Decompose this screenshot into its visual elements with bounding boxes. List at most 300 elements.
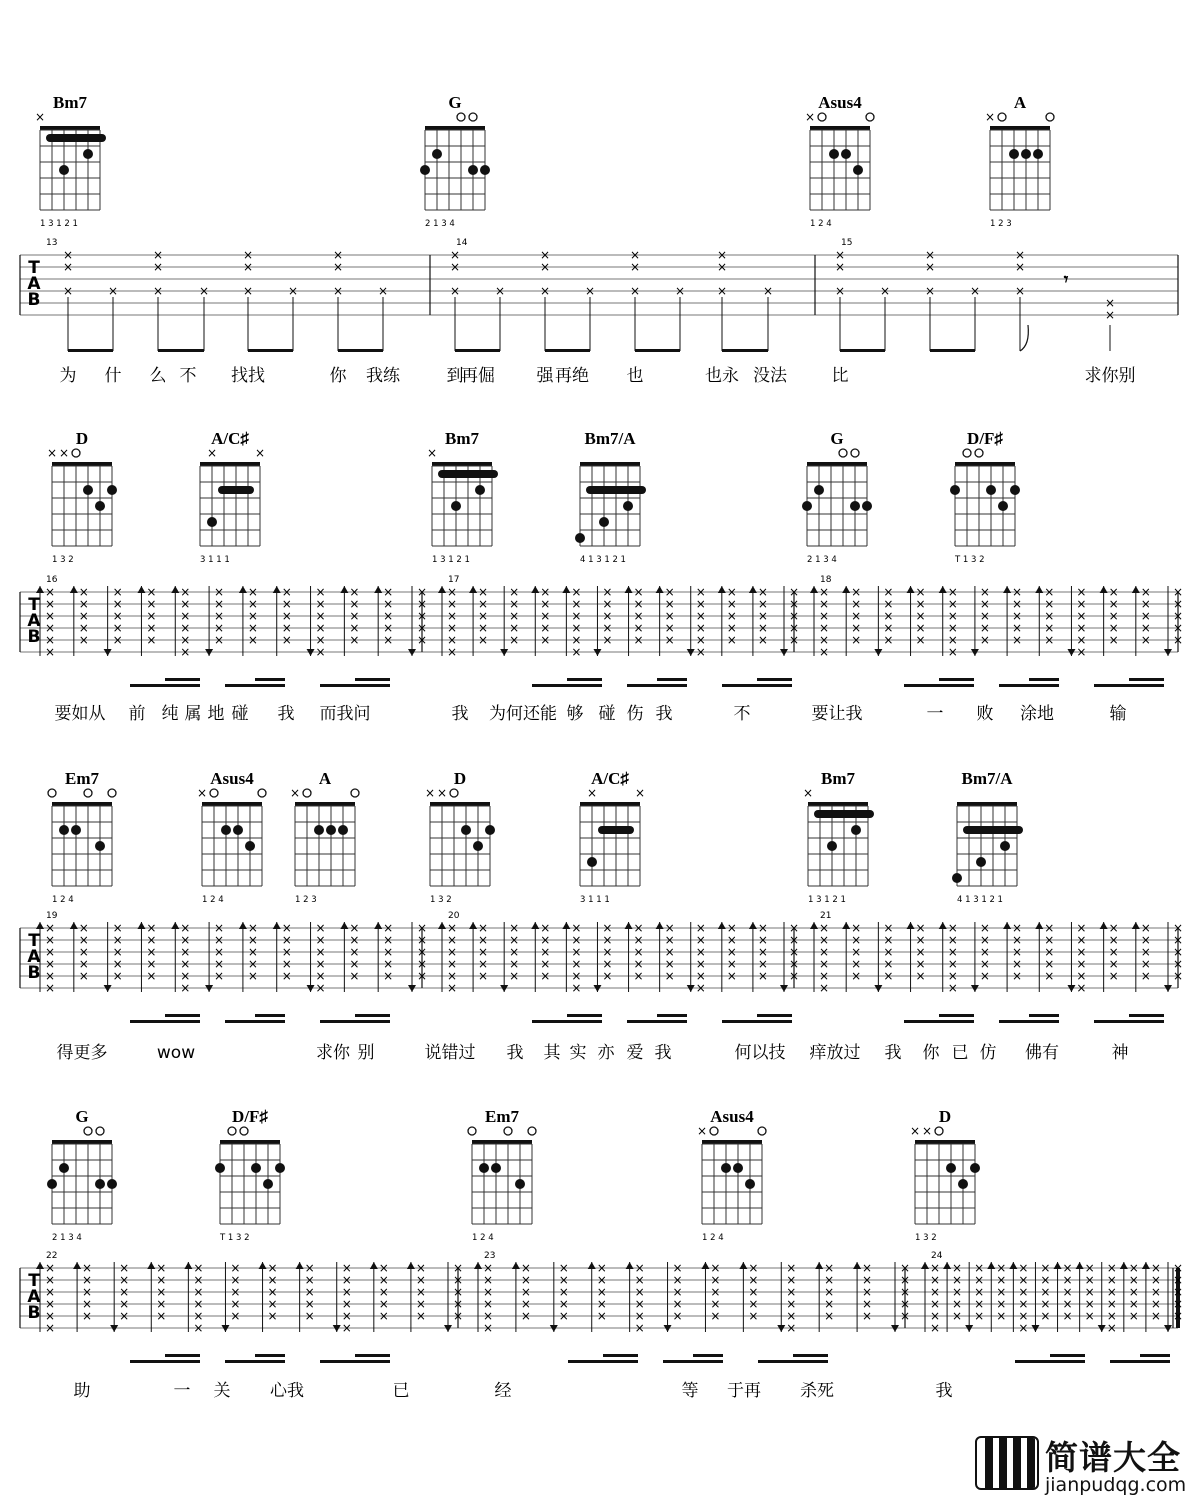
tab-note: × [1172,921,1184,935]
lyric-word: 求你 [316,1043,350,1063]
tab-note: × [1076,945,1087,959]
tab-note: × [757,621,768,635]
arrow-head-up [1054,1262,1062,1269]
tab-note: × [446,609,458,623]
chord-nut [472,1140,532,1144]
beam-secondary [1050,1354,1085,1357]
lyric-word: 求你别 [1084,366,1136,386]
lyric-word: 涂地 [1020,704,1054,724]
barre [963,826,1023,834]
tab-note: × [947,633,958,647]
tab-note: × [947,645,958,659]
tab-note: × [377,284,389,298]
finger-dot [986,485,996,495]
tab-note: × [482,1273,494,1287]
finger-dot [1009,149,1019,159]
finger-dot [432,149,442,159]
chord-fingering: 4 1 3 1 2 1 [580,555,626,565]
tab-note: × [415,1285,426,1299]
beam [1110,1360,1170,1363]
measure-number: 16 [46,575,58,585]
arrow-head-up [438,922,446,929]
tab-note: × [748,1285,759,1299]
tab-note: × [899,1285,911,1299]
tab-note: × [44,1309,56,1323]
beam [158,349,204,352]
tab-note: × [156,1273,167,1287]
beam [225,684,285,687]
tab-note: × [349,621,360,635]
measure-number: 14 [456,238,468,248]
arrow-head-up [70,922,78,929]
tab-note: × [247,633,258,647]
chord-name: Bm7 [53,93,87,112]
tab-note: × [664,921,675,935]
chord-nut [580,802,640,806]
chord-nut [52,462,112,466]
finger-dot [623,501,633,511]
arrow-head-up [340,586,348,593]
tab-note: × [82,1285,93,1299]
tab-note: × [979,597,990,611]
tab-note: × [899,1273,911,1287]
tab-note: × [633,933,644,947]
lyric-word: 关 [213,1381,231,1401]
lyric-word: 我 [655,704,673,724]
tab-note: × [1104,308,1116,322]
open-string-marker [963,449,971,457]
beam [904,684,974,687]
lyric-word: 败 [976,704,994,724]
tab-note: × [952,1273,963,1287]
beam-secondary [355,1354,390,1357]
tab-note: × [633,969,644,983]
tab-note: × [214,621,225,635]
barre [598,826,634,834]
measure-number: 22 [46,1251,58,1261]
beam-secondary [355,678,390,681]
tab-note: × [818,933,830,947]
arrow-head-up [701,1262,709,1269]
tab-note: × [281,609,292,623]
tab-note: × [1140,633,1151,647]
tab-note: × [974,1285,985,1299]
tab-note: × [1150,1309,1161,1323]
tab-note: × [156,1297,167,1311]
beam-secondary [567,1014,602,1017]
finger-dot [1000,841,1010,851]
finger-dot [83,149,93,159]
tab-note: × [757,585,768,599]
tab-note: × [695,585,706,599]
lyric-word: 输 [1109,704,1127,724]
tab-note: × [1172,945,1184,959]
chord-fingering: 1 3 1 2 1 [432,555,470,565]
tab-note: × [446,645,458,659]
finger-dot [420,165,430,175]
tab-note: × [1062,1297,1073,1311]
tab-note: × [1084,1297,1095,1311]
open-string-marker [710,1127,718,1135]
tab-note: × [1012,957,1023,971]
tab-note: × [315,957,326,971]
tab-note: × [851,933,862,947]
tab-note: × [1172,1297,1184,1311]
chord-name: Asus4 [210,769,254,788]
tab-note: × [1140,621,1151,635]
tab-note: × [633,621,644,635]
tab-note: × [349,609,360,623]
tab-note: × [214,957,225,971]
tab-note: × [726,621,737,635]
tab-note: × [1062,1273,1073,1287]
finger-dot [326,825,336,835]
tab-note: × [281,621,292,635]
beam-secondary [255,1014,285,1017]
tab-note: × [947,969,958,983]
tab-note: × [824,1261,835,1275]
tab-note: × [1150,1261,1161,1275]
tab-note: × [788,945,800,959]
lyric-word: 实 [569,1043,587,1063]
tab-note: × [482,1297,494,1311]
lyric-word: 而我问 [319,704,371,724]
tab-note: × [899,1309,911,1323]
tab-note: × [82,1261,93,1275]
tab-note: × [44,633,56,647]
tab-note: × [383,621,394,635]
tab-note: × [415,1309,426,1323]
barre [586,486,646,494]
arrow-head-up [1003,922,1011,929]
lyric-word: 爱 [626,1043,644,1063]
tab-note: × [1076,957,1087,971]
lyric-word: 仿 [979,1043,997,1063]
tab-note: × [509,621,520,635]
tab-note: × [214,933,225,947]
tab-note: × [1128,1273,1139,1287]
tab-note: × [996,1297,1007,1311]
tab-note: × [78,621,89,635]
tab-note: × [695,969,706,983]
tab-note: × [915,609,926,623]
tab-note: × [78,633,89,647]
tab-note: × [1140,609,1151,623]
lyric-word: 别 [357,1043,375,1063]
tab-note: × [664,633,675,647]
tab-clef-B: B [27,963,41,983]
tab-note: × [1172,969,1184,983]
finger-dot [107,485,117,495]
tab-note: × [716,260,728,274]
chord-name: G [448,93,462,112]
tab-note: × [383,957,394,971]
tab-note: × [1106,1273,1117,1287]
lyric-word: 强 [536,366,554,386]
finger-dot [59,1163,69,1173]
tab-note: × [180,981,191,995]
tab-note: × [383,933,394,947]
tab-note: × [416,609,428,623]
tab-note: × [509,633,520,647]
tab-note: × [446,933,458,947]
lyric-word: 我 [935,1381,953,1401]
chord-diagram [803,769,874,905]
tab-note: × [915,969,926,983]
chord-fingering: 1 3 1 2 1 [808,895,846,905]
lyric-word: 何以技 [734,1043,786,1063]
tab-note: × [726,585,737,599]
arrow-head-up [1035,922,1043,929]
tab-note: × [726,957,737,971]
arrow-head-up [36,922,44,929]
arrow-head-up [70,586,78,593]
score-row-4 [20,1107,1183,1401]
tab-note: × [482,1285,494,1299]
chord-nut [425,126,485,130]
tab-note: × [634,1261,645,1275]
tab-clef-A: A [27,611,41,631]
arrow-head-up [296,1262,304,1269]
tab-note: × [539,248,551,262]
finger-dot [95,501,105,511]
tab-note: × [1044,597,1055,611]
tab-note: × [602,945,613,959]
tab-note: × [786,1285,797,1299]
lyric-word: 地 [207,704,225,724]
tab-note: × [602,633,613,647]
tab-note: × [879,284,891,298]
arrow-head-up [531,586,539,593]
chord-nut [580,462,640,466]
tab-note: × [383,633,394,647]
tab-note: × [146,621,157,635]
tab-note: × [788,621,800,635]
tab-note: × [851,609,862,623]
open-string-marker [228,1127,236,1135]
tab-note: × [786,1321,797,1335]
beam [1015,1360,1085,1363]
tab-note: × [378,1261,389,1275]
mute-marker: × [426,446,438,460]
chord-name: A/C♯ [591,769,629,788]
beam [758,1360,828,1363]
beam [248,349,293,352]
tab-note: × [558,1297,569,1311]
tab-note: × [341,1297,352,1311]
tab-note: × [247,945,258,959]
lyric-word: wow [156,1043,196,1063]
chord-name: A [318,769,332,788]
tab-note: × [788,609,800,623]
lyric-word: 到 [446,366,464,386]
tab-note: × [446,957,458,971]
beam-secondary [165,678,200,681]
tab-note: × [341,1273,352,1287]
tab-note: × [996,1285,1007,1299]
tab-note: × [571,921,582,935]
lyric-word: 已 [392,1381,410,1401]
tab-note: × [449,248,461,262]
tab-note: × [710,1309,721,1323]
tab-note: × [146,933,157,947]
tab-note: × [974,1261,985,1275]
tab-note: × [979,933,990,947]
arrow-head-up [943,1262,951,1269]
finger-dot [314,825,324,835]
tab-note: × [152,260,164,274]
lyric-word: 神 [1111,1043,1129,1063]
tab-clef-B: B [27,1303,41,1323]
tab-note: × [664,969,675,983]
open-string-marker [210,789,218,797]
lyric-word: 我 [654,1043,672,1063]
tab-note: × [349,633,360,647]
tab-note: × [416,945,428,959]
tab-note: × [281,633,292,647]
arrow-head-up [907,586,915,593]
tab-note: × [332,284,344,298]
lyric-word: 我 [277,704,295,724]
tab-note: × [509,609,520,623]
tab-note: × [446,981,458,995]
tab-note: × [915,945,926,959]
tab-note: × [571,597,582,611]
chord-fingering: T 1 3 2 [220,1233,250,1243]
tab-note: × [1076,633,1087,647]
chord-name: G [830,429,844,448]
mute-marker: × [909,1124,921,1138]
chord-name: Bm7 [445,429,479,448]
tab-note: × [748,1261,759,1275]
tab-clef-A: A [27,947,41,967]
tab-note: × [915,933,926,947]
open-string-marker [866,113,874,121]
tab-note: × [281,933,292,947]
chord-nut [915,1140,975,1144]
chord-fingering: 1 2 4 [52,895,74,905]
chord-diagram [580,769,645,905]
mute-marker: × [586,786,598,800]
measure-number: 18 [820,575,832,585]
tab-note: × [1108,609,1119,623]
mute-marker: × [34,110,46,124]
open-string-marker [457,113,465,121]
tab-note: × [947,981,958,995]
tab-note: × [674,284,686,298]
chord-name: D/F♯ [967,429,1003,448]
tab-note: × [416,597,428,611]
beam-secondary [657,1014,687,1017]
tab-note: × [979,633,990,647]
chord-nut [40,126,100,130]
piano-keys-icon [975,1436,1039,1490]
tab-note: × [482,1309,494,1323]
finger-dot [1033,149,1043,159]
tab-note: × [969,284,981,298]
tab-note: × [1044,933,1055,947]
tab-note: × [634,1273,645,1287]
tab-note: × [146,633,157,647]
tab-note: × [180,633,191,647]
tab-note: × [520,1285,531,1299]
tab-note: × [44,1321,56,1335]
tab-note: × [341,1285,352,1299]
tab-note: × [947,933,958,947]
tab-note: × [883,969,894,983]
tab-note: × [281,969,292,983]
tab-note: × [478,933,489,947]
tab-note: × [1076,621,1087,635]
finger-dot [468,165,478,175]
lyric-word: 碰 [231,704,249,724]
tab-note: × [1076,933,1087,947]
tab-note: × [899,1297,911,1311]
arrow-head-up [438,586,446,593]
tab-note: × [1140,597,1151,611]
tab-note: × [180,585,191,599]
tab-note: × [214,921,225,935]
barre [438,470,498,478]
tab-note: × [602,921,613,935]
logo-url: jianpudqg.com [1045,1474,1187,1496]
tab-note: × [851,585,862,599]
tab-note: × [315,597,326,611]
tab-note: × [929,1297,941,1311]
tab-note: × [267,1273,278,1287]
tab-note: × [786,1297,797,1311]
tab-note: × [230,1273,241,1287]
tab-note: × [851,969,862,983]
tab-note: × [1076,981,1087,995]
lyric-word: 比 [831,366,849,386]
tab-note: × [634,1297,645,1311]
arrow-head-up [259,1262,267,1269]
tab-note: × [788,633,800,647]
lyric-word: 找找 [231,366,265,386]
open-string-marker [528,1127,536,1135]
tab-note: × [818,969,830,983]
tab-note: × [571,585,582,599]
tab-note: × [1106,1297,1117,1311]
finger-dot [721,1163,731,1173]
tab-note: × [883,585,894,599]
mute-marker: × [46,446,58,460]
mute-marker: × [634,786,646,800]
tab-note: × [602,597,613,611]
tab-note: × [851,957,862,971]
tab-note: × [788,957,800,971]
tab-note: × [478,609,489,623]
arrow-head-up [1009,1262,1017,1269]
beam-secondary [355,1014,390,1017]
chord-diagram [200,429,265,565]
arrow-head-up [1100,922,1108,929]
beam [455,349,500,352]
tab-note: × [726,609,737,623]
lyric-word: 我练 [366,366,400,386]
beam [999,684,1059,687]
tab-note: × [304,1297,315,1311]
chord-nut [430,802,490,806]
tab-note: × [672,1285,683,1299]
tab-note: × [748,1273,759,1287]
tab-note: × [1044,969,1055,983]
finger-dot [827,841,837,851]
tab-note: × [883,933,894,947]
tab-note: × [509,933,520,947]
chord-fingering: 2 1 3 4 [425,219,455,229]
